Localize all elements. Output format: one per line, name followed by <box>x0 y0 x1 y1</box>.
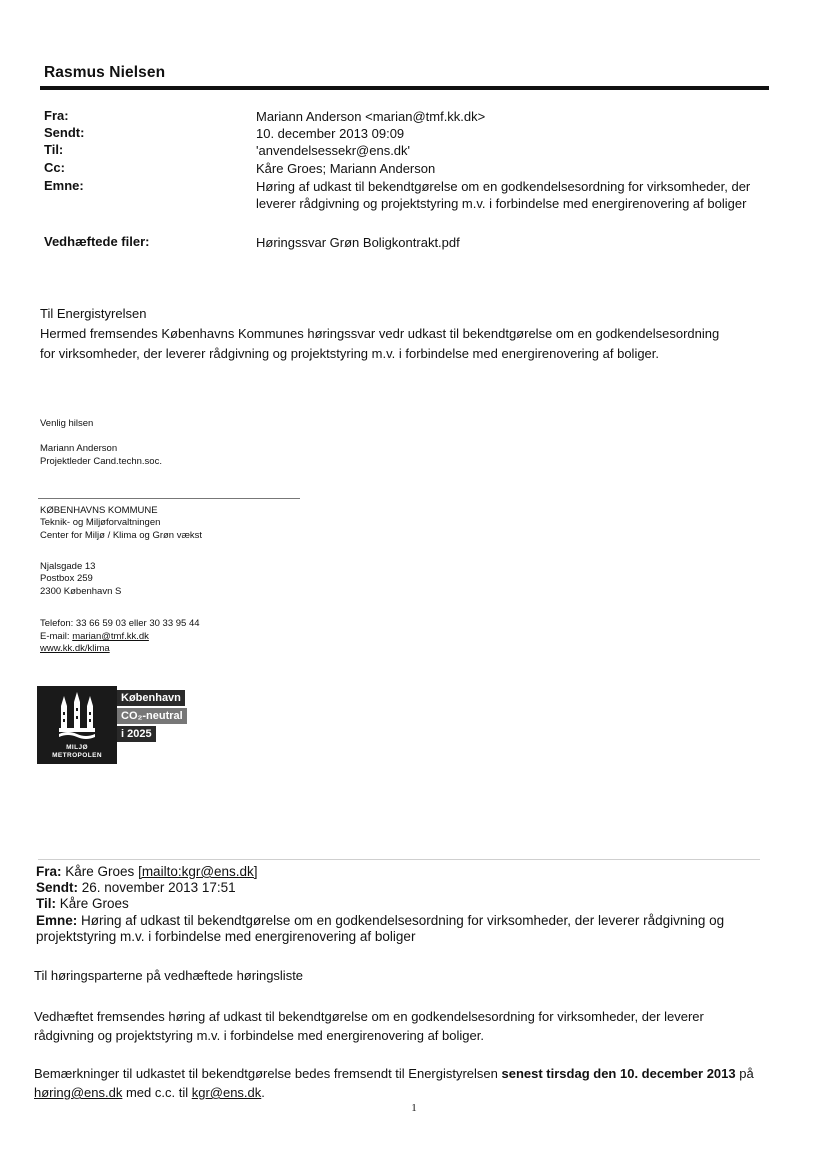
attachments-label: Vedhæftede filer: <box>44 234 150 249</box>
fw-to-line <box>36 896 766 912</box>
fw-sent-label: Sendt: <box>36 880 78 895</box>
signature-email-label: E-mail: <box>40 631 73 642</box>
deadline-text-d: . <box>261 1085 265 1100</box>
from-label: Fra: <box>44 108 69 123</box>
tag-kobenhavn: København <box>117 690 185 706</box>
signature-web-line <box>40 643 110 656</box>
fw-sent-line <box>36 880 766 896</box>
city-towers-icon <box>37 686 117 742</box>
fw-subject-label: Emne: <box>36 913 78 928</box>
header-rule <box>40 86 769 90</box>
fw-sent-value: 26. november 2013 17:51 <box>81 880 236 895</box>
closing-text: Venlig hilsen <box>40 418 94 429</box>
signature-email-line <box>40 631 149 644</box>
signature-email-link[interactable]: marian@tmf.kk.dk <box>72 631 149 642</box>
attachment-file-link[interactable]: Høringssvar Grøn Boligkontrakt.pdf <box>256 235 460 250</box>
fw-from-label: Fra: <box>36 864 62 879</box>
fw-paragraph-hearing: Vedhæftet fremsendes høring af udkast til bekendtgørelse om en godkendelsesordning for virksomheder, der leverer rådgivning og projektstyring m.v. i forbindelse med energirenovering af boliger. <box>34 1009 704 1043</box>
fw-paragraph-deadline <box>34 1064 754 1102</box>
deadline-text-b: på <box>735 1066 754 1081</box>
to-label: Til: <box>44 142 64 157</box>
logo-text-metropolen: METROPOLEN <box>52 752 102 759</box>
co2-tag-block <box>117 688 187 742</box>
subject-label: Emne: <box>44 178 84 193</box>
horing-email-link[interactable]: høring@ens.dk <box>34 1085 123 1100</box>
tag-co2-neutral: CO₂-neutral <box>117 708 187 724</box>
signature-divider <box>38 498 300 499</box>
fw-from-line <box>36 864 766 880</box>
email-body: Hermed fremsendes Københavns Kommunes høringssvar vedr udkast til bekendtgørelse om en godkendelsesordning for virksomheder, der leverer rådgivning og projektstyring m.v. i forbindelse med energirenovering af boliger. <box>40 326 720 361</box>
signature-phone: Telefon: 33 66 59 03 eller 30 33 95 44 <box>40 618 200 629</box>
deadline-text-c: med c.c. til <box>122 1085 192 1100</box>
email-greeting: Til Energistyrelsen <box>40 306 147 321</box>
signature-department: Teknik- og Miljøforvaltningen <box>40 517 161 528</box>
cc-label: Cc: <box>44 160 65 175</box>
signature-web-link[interactable]: www.kk.dk/klima <box>40 643 110 654</box>
signature-address-city: 2300 København S <box>40 586 122 597</box>
to-value: 'anvendelsessekr@ens.dk' <box>256 143 411 158</box>
fw-from-value: Kåre Groes <box>65 864 139 879</box>
fw-subject-line <box>36 913 766 945</box>
cc-value: Kåre Groes; Mariann Anderson <box>256 161 436 176</box>
from-value: Mariann Anderson <marian@tmf.kk.dk> <box>256 109 486 124</box>
fw-subject-value: Høring af udkast til bekendtgørelse om en godkendelsesordning for virksomheder, der leverer rådgivning og projektstyring m.v. i forbindelse med energirenovering af boliger <box>36 913 725 944</box>
page-number: 1 <box>411 1102 417 1114</box>
fw-paragraph-recipients: Til høringsparterne på vedhæftede høringsliste <box>34 968 304 983</box>
subject-value: Høring af udkast til bekendtgørelse om en godkendelsesordning for virksomheder, der leverer rådgivning og projektstyring m.v. i forbindelse med energirenovering af boliger <box>256 179 751 211</box>
fw-to-value: Kåre Groes <box>59 896 129 911</box>
signature-org: KØBENHAVNS KOMMUNE <box>40 505 158 516</box>
signature-address-postbox: Postbox 259 <box>40 573 93 584</box>
sent-label: Sendt: <box>44 125 85 140</box>
deadline-bold: senest tirsdag den 10. december 2013 <box>501 1066 736 1081</box>
tag-year: i 2025 <box>117 726 156 742</box>
logo-text-miljo: MILJØ <box>66 744 88 751</box>
forward-separator <box>38 859 760 860</box>
signature-title: Projektleder Cand.techn.soc. <box>40 456 162 467</box>
signature-name: Mariann Anderson <box>40 443 118 454</box>
kgr-email-link[interactable]: kgr@ens.dk <box>191 1085 262 1100</box>
sent-value: 10. december 2013 09:09 <box>256 126 405 141</box>
page-owner-name: Rasmus Nielsen <box>44 64 166 81</box>
deadline-text-a: Bemærkninger til udkastet til bekendtgørelse bedes fremsendt til Energistyrelsen <box>34 1066 502 1081</box>
signature-address-street: Njalsgade 13 <box>40 561 96 572</box>
signature-center: Center for Miljø / Klima og Grøn vækst <box>40 530 203 541</box>
fw-from-mailto-link[interactable]: [mailto:kgr@ens.dk] <box>138 864 258 879</box>
miljo-metropolen-logo <box>37 686 117 764</box>
fw-to-label: Til: <box>36 896 56 911</box>
